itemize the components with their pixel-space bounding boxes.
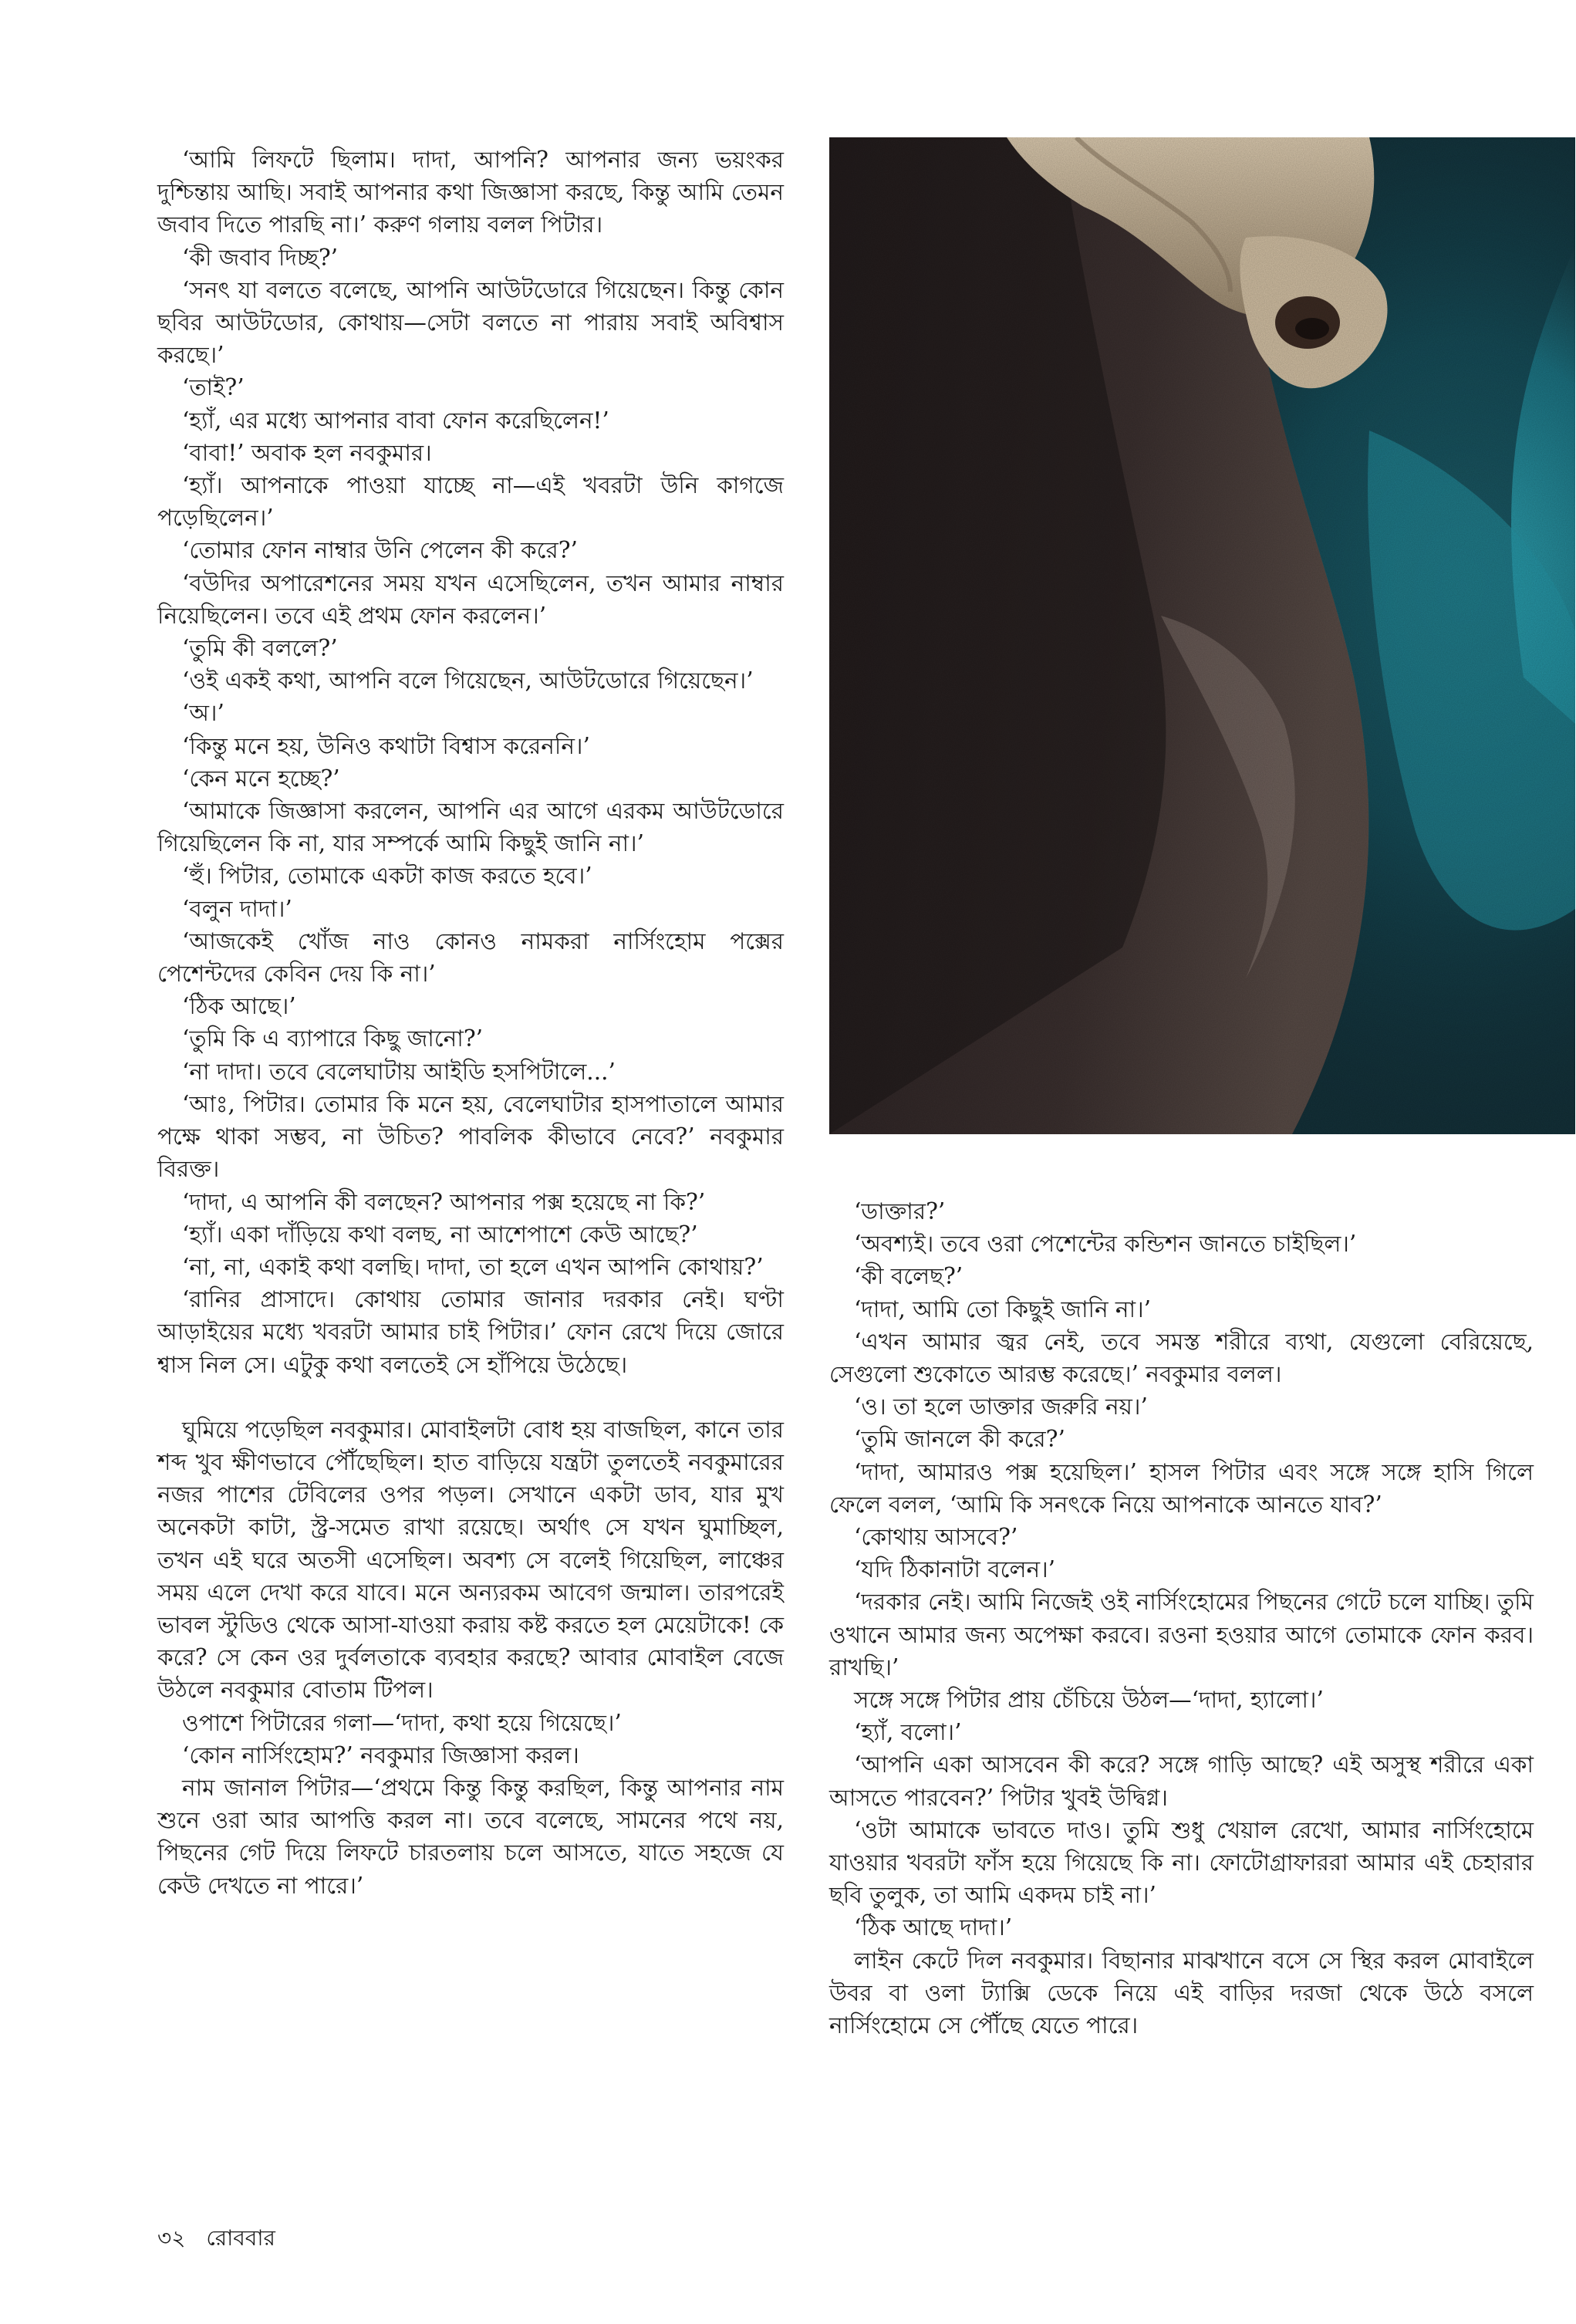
- magazine-name: রোববার: [206, 2225, 275, 2251]
- paragraph: ‘কোথায় আসবে?’: [854, 1524, 1018, 1551]
- paragraph: সঙ্গে সঙ্গে পিটার প্রায় চেঁচিয়ে উঠল—‘দাদা, হ্যালো।’: [854, 1687, 1324, 1714]
- paragraph: ‘রানির প্রাসাদে। কোথায় তোমার জানার দরকার নেই। ঘণ্টা আড়াইয়ের মধ্যে খবরটা আমার চাই পিটার।’ ফোন রেখে দিয়ে জোরে শ্বাস নিল সে। এটুকু কথা বলতেই সে হাঁপিয়ে উঠেছে।: [157, 1286, 784, 1378]
- paragraph: ‘না, না, একাই কথা বলছি। দাদা, তা হলে এখন আপনি কোথায়?’: [182, 1253, 764, 1280]
- paragraph: ‘দাদা, এ আপনি কী বলছেন? আপনার পক্স হয়েছে না কি?’: [182, 1188, 706, 1215]
- page-footer: [157, 2224, 289, 2252]
- left-text-column: [157, 144, 784, 1902]
- paragraph: ‘আমাকে জিজ্ঞাসা করলেন, আপনি এর আগে এরকম আউটডোরে গিয়েছিলেন কি না, যার সম্পর্কে আমি কিছুই জানি না।’: [157, 798, 784, 857]
- paragraph: ‘ডাক্তার?’: [854, 1198, 946, 1224]
- paragraph: ‘তুমি কী বললে?’: [182, 635, 338, 662]
- paragraph: ‘দরকার নেই। আমি নিজেই ওই নার্সিংহোমের পিছনের গেটে চলে যাচ্ছি। তুমি ওখানে আমার জন্য অপেক্ষা করবে। রওনা হওয়ার আগে তোমাকে ফোন করব। রাখছি।’: [829, 1589, 1534, 1681]
- paragraph: ‘ওটা আমাকে ভাবতে দাও। তুমি শুধু খেয়াল রেখো, আমার নার্সিংহোমে যাওয়ার খবরটা ফাঁস হয়ে গিয়েছে কি না। ফোটোগ্রাফাররা আমার এই চেহারার ছবি তুলুক, তা আমি একদম চাই না।’: [829, 1816, 1534, 1909]
- paragraph: ‘ঠিক আছে দাদা।’: [854, 1914, 1013, 1941]
- paragraph: ‘কী জবাব দিচ্ছ?’: [182, 244, 339, 271]
- paragraph: ‘আঃ, পিটার। তোমার কি মনে হয়, বেলেঘাটার হাসপাতালে আমার পক্ষে থাকা সম্ভব, না উচিত? পাবলিক কীভাবে নেবে?’ নবকুমার বিরক্ত।: [157, 1090, 784, 1183]
- paragraph: ‘সনৎ যা বলতে বলেছে, আপনি আউটডোরে গিয়েছেন। কিন্তু কোন ছবির আউটডোর, কোথায়—সেটা বলতে না পারায় সবাই অবিশ্বাস করছে।’: [157, 276, 784, 369]
- paragraph: লাইন কেটে দিল নবকুমার। বিছানার মাঝখানে বসে সে স্থির করল মোবাইলে উবর বা ওলা ট্যাক্সি ডেকে নিয়ে এই বাড়ির দরজা থেকে উঠে বসলে নার্সিংহোমে সে পৌঁছে যেতে পারে।: [829, 1947, 1534, 2039]
- story-illustration: [829, 137, 1575, 1134]
- paragraph: ‘কিন্তু মনে হয়, উনিও কথাটা বিশ্বাস করেননি।’: [182, 732, 590, 759]
- paragraph: ‘আপনি একা আসবেন কী করে? সঙ্গে গাড়ি আছে? এই অসুস্থ শরীরে একা আসতে পারবেন?’ পিটার খুবই উদ্বিগ্ন।: [829, 1751, 1534, 1811]
- paragraph: ‘তুমি কি এ ব্যাপারে কিছু জানো?’: [182, 1025, 484, 1052]
- paragraph: ‘ওই একই কথা, আপনি বলে গিয়েছেন, আউটডোরে গিয়েছেন।’: [182, 667, 754, 694]
- paragraph: ‘আমি লিফটে ছিলাম। দাদা, আপনি? আপনার জন্য ভয়ংকর দুশ্চিন্তায় আছি। সবাই আপনার কথা জিজ্ঞাসা করছে, কিন্তু আমি তেমন জবাব দিতে পারছি না।’ করুণ গলায় বলল পিটার।: [157, 147, 784, 238]
- paragraph: ‘দাদা, আমি তো কিছুই জানি না।’: [854, 1295, 1152, 1322]
- paragraph: ‘হুঁ। পিটার, তোমাকে একটা কাজ করতে হবে।’: [182, 863, 592, 890]
- paragraph: ওপাশে পিটারের গলা—‘দাদা, কথা হয়ে গিয়েছে।’: [182, 1709, 622, 1736]
- paragraph: ‘তুমি জানলে কী করে?’: [854, 1426, 1065, 1453]
- paragraph: ‘কী বলেছ?’: [854, 1263, 963, 1290]
- paragraph: ‘না দাদা। তবে বেলেঘাটায় আইডি হসপিটালে...’: [182, 1058, 616, 1085]
- paragraph: ‘তাই?’: [182, 374, 245, 401]
- paragraph: ‘আজকেই খোঁজ নাও কোনও নামকরা নার্সিংহোম পক্সের পেশেন্টদের কেবিন দেয় কি না।’: [157, 927, 784, 988]
- paragraph: ‘হ্যাঁ, বলো।’: [854, 1719, 962, 1746]
- paragraph: ‘বলুন দাদা।’: [182, 895, 292, 922]
- paragraph: ‘কোন নার্সিংহোম?’ নবকুমার জিজ্ঞাসা করল।: [182, 1741, 579, 1768]
- paragraph: ‘এখন আমার জ্বর নেই, তবে সমস্ত শরীরে ব্যথা, যেগুলো বেরিয়েছে, সেগুলো শুকোতে আরম্ভ করেছে।’ নবকুমার বলল।: [829, 1328, 1534, 1388]
- paragraph: ‘বাবা!’ অবাক হল নবকুমার।: [182, 439, 432, 466]
- page-number: ৩২: [157, 2225, 186, 2251]
- paragraph: ‘কেন মনে হচ্ছে?’: [182, 765, 340, 792]
- paragraph: ‘হ্যাঁ। আপনাকে পাওয়া যাচ্ছে না—এই খবরটা উনি কাগজে পড়েছিলেন।’: [157, 472, 784, 532]
- paragraph: ‘তোমার ফোন নাম্বার উনি পেলেন কী করে?’: [182, 537, 578, 564]
- paragraph: ‘হ্যাঁ, এর মধ্যে আপনার বাবা ফোন করেছিলেন!’: [182, 407, 609, 434]
- paragraph: ঘুমিয়ে পড়েছিল নবকুমার। মোবাইলটা বোধ হয় বাজছিল, কানে তার শব্দ খুব ক্ষীণভাবে পৌঁছেছিল। হাত বাড়িয়ে যন্ত্রটা তুলতেই নবকুমারের নজর পাশের টেবিলের ওপর পড়ল। সেখানে একটা ডাব, যার মুখ অনেকটা কাটা, স্ট্র-সমেত রাখা রয়েছে। অর্থাৎ সে যখন ঘুমাচ্ছিল, তখন এই ঘরে অতসী এসেছিল। অবশ্য সে বলেই গিয়েছিল, লাঞ্চের সময় এলে দেখা করে যাবে। মনে অন্যরকম আবেগ জন্মাল। তারপরেই ভাবল স্টুডিও থেকে আসা-যাওয়া করায় কষ্ট করতে হল মেয়েটাকে! কে করে? সে কেন ওর দুর্বলতাকে ব্যবহার করছে? আবার মোবাইল বেজে উঠলে নবকুমার বোতাম টিপল।: [157, 1416, 784, 1704]
- paragraph: ‘ঠিক আছে।’: [182, 993, 296, 1020]
- paragraph: ‘দাদা, আমারও পক্স হয়েছিল।’ হাসল পিটার এবং সঙ্গে সঙ্গে হাসি গিলে ফেলে বলল, ‘আমি কি সনৎকে নিয়ে আপনাকে আনতে যাব?’: [829, 1458, 1534, 1518]
- paragraph: ‘ও। তা হলে ডাক্তার জরুরি নয়।’: [854, 1393, 1148, 1420]
- paragraph: ‘যদি ঠিকানাটা বলেন।’: [854, 1556, 1056, 1583]
- paragraph: ‘অবশ্যই। তবে ওরা পেশেন্টের কন্ডিশন জানতে চাইছিল।’: [854, 1231, 1357, 1258]
- paragraph: ‘হ্যাঁ। একা দাঁড়িয়ে কথা বলছ, না আশেপাশে কেউ আছে?’: [182, 1221, 698, 1248]
- illustration-image: [829, 137, 1575, 1134]
- paragraph: ‘বউদির অপারেশনের সময় যখন এসেছিলেন, তখন আমার নাম্বার নিয়েছিলেন। তবে এই প্রথম ফোন করলেন।’: [157, 569, 784, 629]
- paragraph: ‘অ।’: [182, 700, 224, 727]
- right-text-column: [829, 1195, 1534, 2042]
- paragraph: নাম জানাল পিটার—‘প্রথমে কিন্তু কিন্তু করছিল, কিন্তু আপনার নাম শুনে ওরা আর আপত্তি করল না। তবে বলেছে, সামনের পথে নয়, পিছনের গেট দিয়ে লিফটে চারতলায় চলে আসতে, যাতে সহজে যে কেউ দেখতে না পারে।’: [157, 1774, 784, 1899]
